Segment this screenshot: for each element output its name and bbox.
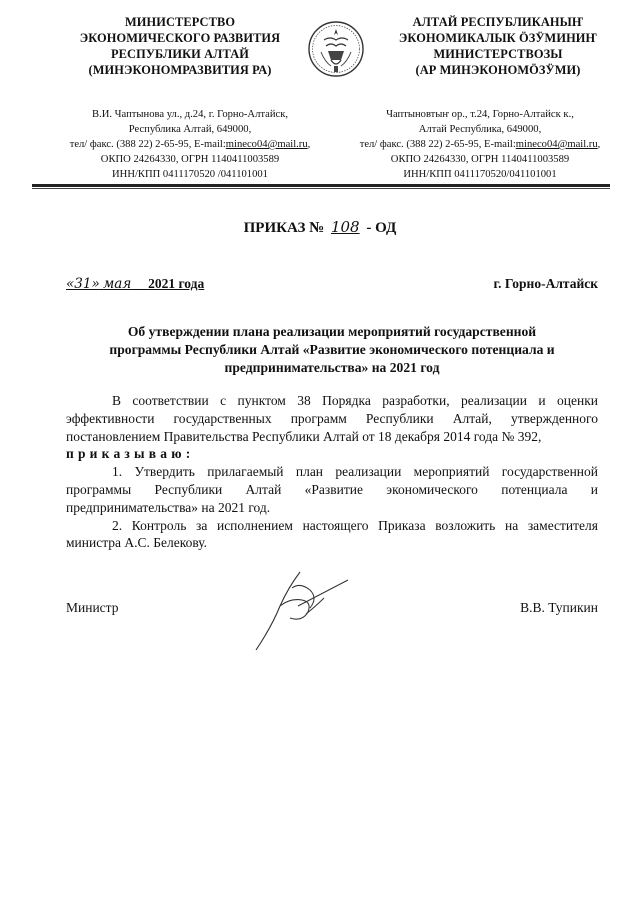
order-year: 2021 года (148, 276, 205, 291)
address-left-email-link[interactable]: mineco04@mail.ru (225, 139, 308, 150)
address-right-line-2: Алтай Республика, 649000, (418, 124, 542, 135)
subject-line-2: программы Республики Алтай «Развитие экономического потенциала и (109, 342, 555, 357)
address-right-phone-text: тел/ факс. (388 22) 2-65-95, E-mail: (359, 139, 516, 150)
header-right-line-3: МИНИСТЕРСТВОЗЫ (433, 47, 563, 61)
header-ministry-alt (373, 14, 623, 78)
header-divider-thin (32, 188, 610, 189)
subject-line-1: Об утверждении плана реализации мероприятий государственной (127, 324, 537, 339)
header-right-line-2: ЭКОНОМИКАЛЫК ӦЗӰМИНИҤ (398, 31, 598, 45)
address-right-line-1: Чаптыновтыҥ ор., т.24, Горно-Алтайск к., (386, 109, 574, 120)
signer-name: В.В. Тупикин (520, 600, 598, 615)
order-day: «31» (66, 276, 100, 292)
address-left-phone (52, 137, 328, 152)
order-title (0, 218, 640, 237)
address-right-line-4: ОКПО 24264330, ОГРН 1140411003589 (390, 154, 570, 165)
address-right-email-link[interactable]: mineco04@mail.ru (515, 139, 598, 150)
header-left-line-2: ЭКОНОМИЧЕСКОГО РАЗВИТИЯ (79, 31, 281, 45)
address-left-line-4: ОКПО 24264330, ОГРН 1140411003589 (100, 154, 280, 165)
address-right-phone (342, 137, 618, 152)
order-city: г. Горно-Алтайск (493, 276, 598, 291)
header-left-line-3: РЕСПУБЛИКИ АЛТАЙ (111, 47, 249, 61)
order-subject (66, 323, 598, 377)
signer-position: Министр (66, 600, 119, 615)
address-left-comma: , (307, 139, 311, 150)
address-left-phone-text: тел/ факс. (388 22) 2-65-95, E-mail: (69, 139, 226, 150)
header-left-line-4: (МИНЭКОНОМРАЗВИТИЯ РА) (88, 63, 272, 77)
order-body (66, 392, 598, 552)
body-order-word (66, 445, 598, 463)
header-right-line-4: (АР МИНЭКОНОМӦЗӰМИ) (415, 63, 581, 77)
header-ministry-ru (55, 14, 305, 78)
handwritten-signature (228, 568, 368, 658)
body-paragraph-3: 2. Контроль за исполнением настоящего Приказа возложить на заместителя министра А.С. Белекову. (66, 517, 598, 551)
address-block-ru (52, 107, 328, 182)
body-paragraph-2: 1. Утвердить прилагаемый план реализации мероприятий государственной программы Республики Алтай «Развитие экономического потенциала и предпринимательства» на 2021 год. (66, 464, 598, 515)
header-divider (32, 184, 610, 187)
address-right-line-5: ИНН/КПП 0411170520/041101001 (403, 169, 557, 180)
order-date (66, 276, 204, 292)
republic-emblem-icon (307, 16, 365, 86)
address-left-line-5: ИНН/КПП 0411170520 /041101001 (112, 169, 268, 180)
body-paragraph-1: В соответствии с пунктом 38 Порядка разработки, реализации и оценки эффективности государственных программ Республики Алтай, утвержденного постановлением Правительства Республики Алтай от 18 декабря 2014 года № 392, (66, 393, 598, 444)
subject-line-3: предпринимательства» на 2021 год (224, 360, 440, 375)
header-right-line-1: АЛТАЙ РЕСПУБЛИКАНЫҤ (412, 15, 584, 29)
order-word: приказываю: (66, 446, 195, 462)
order-suffix: - ОД (366, 220, 397, 236)
address-right-comma: , (597, 139, 601, 150)
order-number: 108 (330, 218, 360, 236)
address-left-line-1: В.И. Чаптынова ул., д.24, г. Горно-Алтайск, (92, 109, 288, 120)
order-prefix: ПРИКАЗ № (243, 220, 325, 236)
order-month: мая (103, 276, 132, 292)
address-left-line-2: Республика Алтай, 649000, (128, 124, 252, 135)
header-left-line-1: МИНИСТЕРСТВО (124, 15, 236, 29)
address-block-alt (342, 107, 618, 182)
